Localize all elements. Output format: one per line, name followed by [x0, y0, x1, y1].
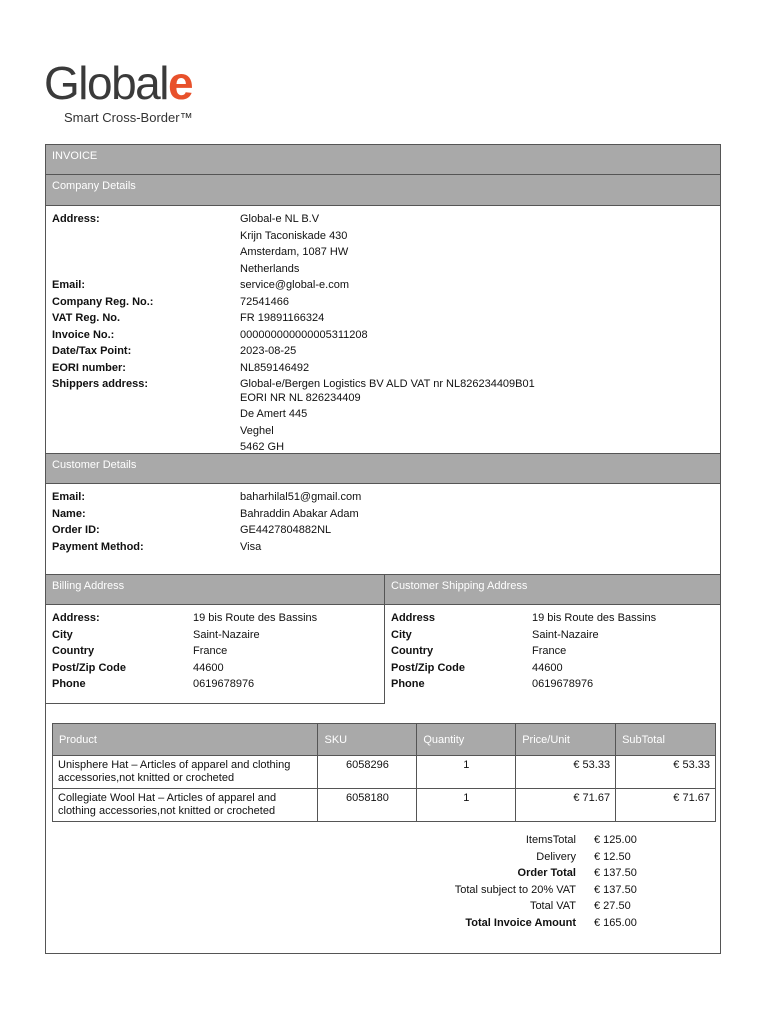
shipping-zip: 44600: [532, 661, 563, 674]
logo-tagline: Smart Cross-Border™: [64, 110, 193, 125]
totals-row: [64, 849, 664, 866]
customer-email-label: Email:: [52, 491, 86, 503]
company-email: service@global-e.com: [240, 279, 349, 291]
billing-zip-label: Post/Zip Code: [52, 661, 126, 674]
shippers-line: De Amert 445: [240, 408, 308, 420]
total-vat-value: € 27.50: [594, 900, 631, 912]
column-header-subtotal: SubTotal: [616, 724, 716, 756]
logo-wordmark: [44, 58, 234, 108]
address-line: Krijn Taconiskade 430: [240, 229, 348, 242]
product-sku: 6058180: [318, 789, 417, 822]
order-id-label: Order ID:: [52, 524, 100, 536]
billing-country-label: Country: [52, 645, 95, 657]
products-section: [45, 704, 721, 954]
shipping-phone: 0619678976: [532, 678, 594, 690]
address-line: Netherlands: [240, 262, 300, 275]
invoice-no: 000000000000005311208: [240, 328, 368, 341]
customer-name-label: Name:: [52, 507, 86, 520]
total-invoice-amount-label: Total Invoice Amount: [465, 916, 576, 929]
global-e-logo: [44, 58, 234, 130]
column-header-sku: SKU: [318, 724, 417, 756]
product-subtotal: € 53.33: [616, 756, 716, 789]
billing-phone-label: Phone: [52, 678, 86, 690]
date-tax-point: 2023-08-25: [240, 345, 297, 357]
payment-method: Visa: [240, 540, 262, 553]
billing-zip: 44600: [193, 661, 224, 674]
totals-row: [64, 915, 664, 932]
products-table: [52, 723, 716, 822]
product-name: Collegiate Wool Hat – Articles of apparel and clothing accessories,not knitted or crocheted: [53, 789, 318, 822]
billing-address-heading: Billing Address: [46, 574, 384, 605]
logo-word: Global: [44, 57, 168, 109]
product-sku: 6058296: [318, 756, 417, 789]
shippers-address: [240, 376, 535, 456]
delivery-value: € 12.50: [594, 850, 631, 863]
shippers-line: Global-e/Bergen Logistics BV ALD VAT nr NL826234409B01: [240, 378, 535, 390]
invoice-frame: [45, 144, 721, 954]
items-total-value: € 125.00: [594, 834, 637, 846]
billing-country: France: [193, 645, 228, 657]
shippers-line: EORI NR NL 826234409: [240, 391, 361, 404]
eori-label: EORI number:: [52, 361, 126, 374]
payment-method-label: Payment Method:: [52, 540, 144, 553]
vat-reg-label: VAT Reg. No.: [52, 312, 121, 324]
shipping-address-label: Address: [391, 612, 436, 624]
shipping-country: France: [532, 645, 567, 657]
address-label: Address:: [52, 213, 100, 225]
order-total-label: Order Total: [517, 867, 576, 879]
company-details-heading: Company Details: [45, 175, 721, 206]
table-row: [53, 789, 716, 822]
customer-name: Bahraddin Abakar Adam: [240, 507, 359, 520]
company-reg-label: Company Reg. No.:: [52, 295, 154, 308]
table-header-row: [53, 724, 716, 756]
shippers-label: Shippers address:: [52, 378, 148, 390]
invoice-title: INVOICE: [45, 144, 721, 175]
company-address: [240, 211, 348, 277]
vat-subject-value: € 137.50: [594, 883, 637, 896]
customer-email: baharhilal51@gmail.com: [240, 491, 362, 503]
order-total-value: € 137.50: [594, 867, 637, 879]
address-line: Amsterdam, 1087 HW: [240, 246, 349, 258]
product-quantity: 1: [417, 789, 516, 822]
address-columns: [45, 574, 721, 704]
shipping-address: [385, 574, 720, 704]
shipping-zip-label: Post/Zip Code: [391, 661, 465, 674]
eori-number: NL859146492: [240, 361, 310, 374]
column-header-product: Product: [53, 724, 318, 756]
table-row: [53, 756, 716, 789]
billing-street: 19 bis Route des Bassins: [193, 612, 318, 624]
totals-row: [64, 898, 664, 915]
date-label: Date/Tax Point:: [52, 345, 132, 357]
product-quantity: 1: [417, 756, 516, 789]
product-subtotal: € 71.67: [616, 789, 716, 822]
totals-block: [64, 832, 664, 931]
shippers-line: 5462 GH: [240, 441, 285, 453]
column-header-price-unit: Price/Unit: [516, 724, 616, 756]
shipping-address-heading: Customer Shipping Address: [385, 574, 720, 605]
shipping-city: Saint-Nazaire: [532, 628, 599, 641]
shipping-street: 19 bis Route des Bassins: [532, 612, 657, 624]
vat-reg: FR 19891166324: [240, 312, 325, 324]
shipping-country-label: Country: [391, 645, 434, 657]
address-line: Global-e NL B.V: [240, 213, 320, 225]
invoice-no-label: Invoice No.:: [52, 328, 115, 341]
customer-details: [45, 484, 721, 574]
customer-details-heading: Customer Details: [45, 453, 721, 484]
company-reg: 72541466: [240, 295, 289, 308]
logo-e-mark: e: [167, 57, 193, 109]
items-total-label: ItemsTotal: [525, 834, 576, 846]
company-details: [45, 206, 721, 453]
billing-city: Saint-Nazaire: [193, 628, 260, 641]
billing-city-label: City: [52, 628, 73, 641]
product-price-unit: € 53.33: [516, 756, 616, 789]
product-name: Unisphere Hat – Articles of apparel and clothing accessories,not knitted or crocheted: [53, 756, 318, 789]
totals-row: [64, 865, 664, 882]
billing-address: [46, 574, 385, 704]
shippers-line: Veghel: [240, 424, 274, 437]
product-price-unit: € 71.67: [516, 789, 616, 822]
totals-row: [64, 882, 664, 899]
column-header-quantity: Quantity: [417, 724, 516, 756]
total-invoice-amount-value: € 165.00: [594, 916, 637, 929]
billing-address-label: Address:: [52, 612, 100, 624]
billing-phone: 0619678976: [193, 678, 255, 690]
email-label: Email:: [52, 279, 86, 291]
shipping-city-label: City: [391, 628, 412, 641]
order-id: GE4427804882NL: [240, 524, 332, 536]
shipping-phone-label: Phone: [391, 678, 425, 690]
total-vat-label: Total VAT: [529, 900, 576, 912]
totals-row: [64, 832, 664, 849]
vat-subject-label: Total subject to 20% VAT: [454, 883, 576, 896]
delivery-label: Delivery: [536, 850, 576, 863]
